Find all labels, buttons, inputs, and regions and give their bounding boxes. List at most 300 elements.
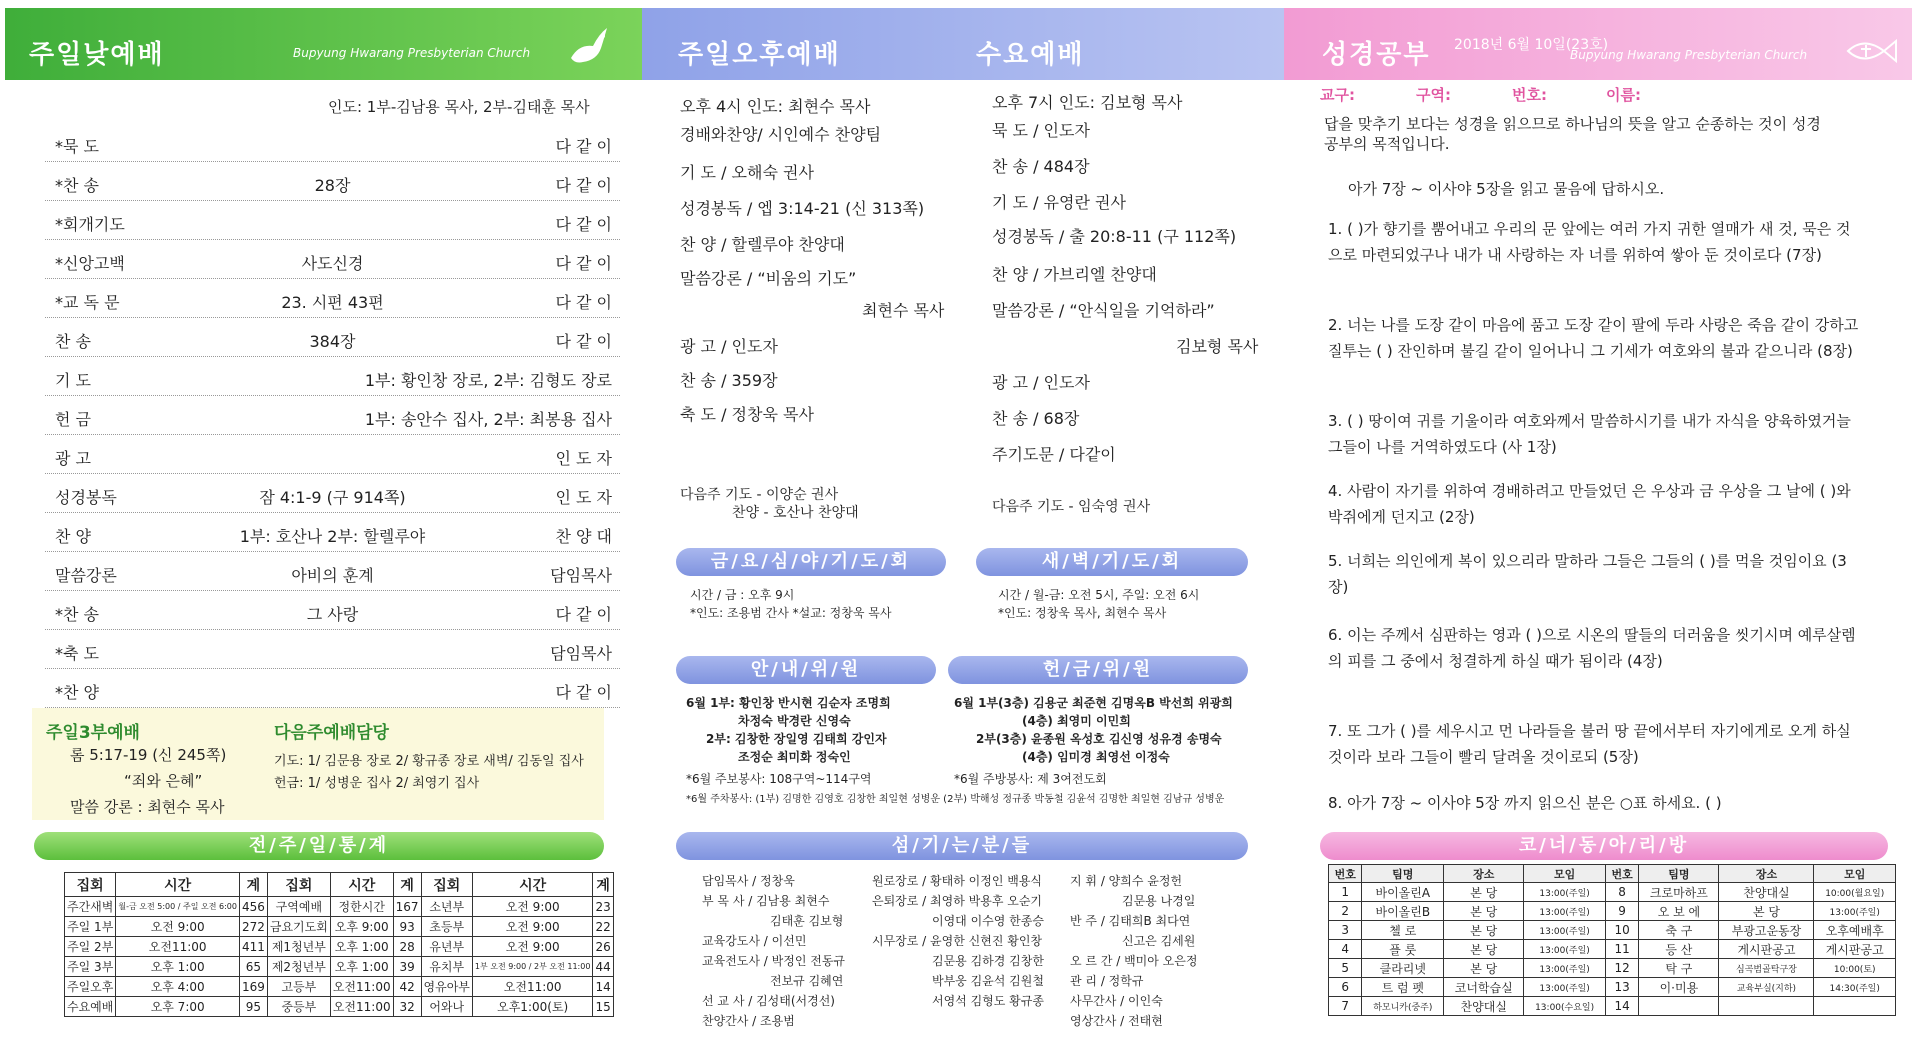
- stats-cell: 456: [239, 897, 267, 917]
- club-cell: 클라리넷: [1362, 959, 1444, 978]
- afternoon-order-line: 최현수 목사: [862, 301, 945, 320]
- club-cell: 3: [1329, 921, 1362, 940]
- club-cell: 13: [1605, 978, 1638, 997]
- stats-cell: 제1청년부: [267, 937, 330, 957]
- kitchen-service: *6월 주방봉사: 제 3여전도회: [954, 772, 1107, 786]
- club-cell: 오후예배후: [1814, 921, 1896, 940]
- study-question: 6. 이는 주께서 심판하는 영과 ( )으로 시온의 딸들의 더러움을 씻기시며 예루살렘의 피를 그 중에서 청결하게 하실 때가 됨이라 (4장): [1328, 626, 1856, 670]
- pm-next-prayer: 다음주 기도 - 이양순 권사: [680, 487, 839, 503]
- stats-cell: 주일 3부: [65, 957, 116, 977]
- stats-cell: 65: [239, 957, 267, 977]
- offering-line: (4층) 임미경 최영선 이정숙: [1022, 750, 1170, 764]
- study-header-band: [1284, 8, 1912, 80]
- worship-order-row: [45, 553, 620, 591]
- order-item-leader: 다 같 이: [555, 215, 612, 234]
- stats-header-cell: 집회: [421, 873, 472, 897]
- club-title: 코/너/동/아/리/방: [1320, 832, 1888, 860]
- club-header-cell: 모임: [1524, 865, 1606, 883]
- stats-cell: 소년부: [421, 897, 472, 917]
- worship-order-row: [45, 241, 620, 279]
- wednesday-order-line: 묵 도 / 인도자: [992, 121, 1090, 140]
- order-item-name: 말씀강론: [55, 566, 117, 585]
- club-cell: 10:00(토): [1814, 959, 1896, 978]
- pastor-line: 담임목사 / 정창욱: [702, 874, 795, 888]
- wednesday-order-line: 김보형 목사: [1176, 337, 1259, 356]
- study-question: 5. 너희는 의인에게 복이 있으리라 말하라 그들은 그들의 ( )를 먹을 것임이요 (3장): [1328, 552, 1847, 596]
- field-parish: 교구:: [1320, 86, 1355, 104]
- staff-line: 영상간사 / 전태현: [1070, 1014, 1163, 1028]
- dawn-time: 시간 / 월-금: 오전 5시, 주일: 오전 6시: [998, 588, 1200, 602]
- order-item-detail: 사도신경: [301, 254, 364, 273]
- stats-header-cell: 계: [239, 873, 267, 897]
- worship-order-row: [45, 202, 620, 240]
- stats-cell: 93: [393, 917, 421, 937]
- stats-header-cell: 계: [593, 873, 613, 897]
- study-date: 2018년 6월 10일(23호): [1454, 37, 1609, 53]
- staff-line: 사무간사 / 이인숙: [1070, 994, 1163, 1008]
- club-cell: 바이올린A: [1362, 883, 1444, 902]
- field-number: 번호:: [1512, 86, 1547, 104]
- afternoon-wednesday-column: [642, 0, 1284, 1061]
- stats-cell: 22: [593, 917, 613, 937]
- stats-cell: 초등부: [421, 917, 472, 937]
- elder-line: 박부웅 김윤석 김원철: [932, 974, 1044, 988]
- stats-cell: 고등부: [267, 977, 330, 997]
- wednesday-order-line: 기 도 / 유영란 권사: [992, 193, 1126, 212]
- club-cell: 본 당: [1444, 959, 1524, 978]
- worship-order-row: [45, 436, 620, 474]
- club-cell: [1814, 997, 1896, 1016]
- club-cell: 게시판공고: [1719, 940, 1814, 959]
- third-service-sermon: “죄와 은혜”: [124, 772, 203, 790]
- stats-cell: 23: [593, 897, 613, 917]
- sunday-worship-column: [0, 0, 642, 1061]
- order-item-leader: 담임목사: [550, 566, 612, 585]
- dawn-prayer-title: 새/벽/기/도/회: [976, 548, 1248, 576]
- club-cell: 본 당: [1444, 921, 1524, 940]
- club-cell: 찬양대실: [1719, 883, 1814, 902]
- club-cell: 탁 구: [1639, 959, 1719, 978]
- order-item-name: *회개기도: [55, 215, 125, 234]
- pastor-line: 전보규 김혜연: [770, 974, 844, 988]
- study-instruction: 아가 7장 ~ 이사야 5장을 읽고 물음에 답하시오.: [1348, 180, 1665, 198]
- club-cell: 12: [1605, 959, 1638, 978]
- stats-cell: 월-금 오전 5:00 / 주일 오전 6:00: [116, 897, 240, 917]
- club-cell: 13:00(수요일): [1524, 997, 1606, 1016]
- wednesday-order-line: 찬 양 / 가브리엘 찬양대: [992, 265, 1157, 284]
- order-item-leader: 다 같 이: [555, 332, 612, 351]
- club-cell: 2: [1329, 902, 1362, 921]
- stats-cell: 중등부: [267, 997, 330, 1017]
- elder-line: 시무장로 / 윤영한 신현진 황인창: [872, 934, 1042, 948]
- club-cell: 본 당: [1719, 902, 1814, 921]
- field-district: 구역:: [1416, 86, 1451, 104]
- stats-cell: 주간새벽: [65, 897, 116, 917]
- attendance-stats-table: [64, 872, 614, 1017]
- club-header-cell: 번호: [1605, 865, 1638, 883]
- wednesday-order-line: 오후 7시 인도: 김보형 목사: [992, 93, 1183, 112]
- study-church-en: Bupyung Hwarang Presbyterian Church: [1570, 48, 1808, 62]
- pastor-line: 김태훈 김보형: [770, 914, 844, 928]
- club-cell: 부광고운동장: [1719, 921, 1814, 940]
- club-cell: 10:00(월요일): [1814, 883, 1896, 902]
- club-cell: 바이올린B: [1362, 902, 1444, 921]
- stats-cell: 오후 1:00: [330, 937, 393, 957]
- order-item-name: *교 독 문: [55, 293, 120, 312]
- stats-cell: 14: [593, 977, 613, 997]
- club-cell: 13:00(주일): [1524, 959, 1606, 978]
- stats-header-cell: 계: [393, 873, 421, 897]
- pastor-line: 선 교 사 / 김성태(서경선): [702, 994, 835, 1008]
- wednesday-order-line: 말씀강론 / “안식일을 기억하라”: [992, 301, 1215, 320]
- stats-cell: 오전11:00: [472, 977, 593, 997]
- sunday-header-band: [5, 8, 642, 80]
- afternoon-order-line: 찬 송 / 359장: [680, 371, 778, 390]
- staff-line: 관 리 / 정학규: [1070, 974, 1144, 988]
- study-question: 1. ( )가 향기를 뿜어내고 우리의 문 앞에는 여러 가지 귀한 열매가 새 것, 묵은 것으로 마련되었구나 내가 내 사랑하는 자 너를 위하여 쌓아 둔 것이로다 (7장): [1328, 220, 1851, 264]
- stats-cell: 42: [393, 977, 421, 997]
- order-item-leader: 다 같 이: [555, 683, 612, 702]
- club-header-cell: 장소: [1719, 865, 1814, 883]
- worship-order-row: [45, 475, 620, 513]
- elder-line: 원로장로 / 황태하 이정인 백용식: [872, 874, 1042, 888]
- wednesday-order-line: 광 고 / 인도자: [992, 373, 1090, 392]
- club-header-cell: 팀명: [1639, 865, 1719, 883]
- usher-line: 6월 1부: 황인창 반시현 김순자 조명희: [686, 696, 891, 710]
- stats-cell: 구역예배: [267, 897, 330, 917]
- order-item-name: *묵 도: [55, 137, 99, 156]
- worship-order-row: [45, 592, 620, 630]
- order-item-name: 기 도: [55, 371, 91, 390]
- wednesday-order-line: 주기도문 / 다같이: [992, 445, 1116, 464]
- third-service-scripture: 롬 5:17-19 (신 245쪽): [70, 746, 227, 764]
- stats-cell: 영유아부: [421, 977, 472, 997]
- wednesday-order-line: 성경봉독 / 출 20:8-11 (구 112쪽): [992, 227, 1237, 246]
- club-cell: 1: [1329, 883, 1362, 902]
- club-cell: 11: [1605, 940, 1638, 959]
- stats-cell: 오후1:00(토): [472, 997, 593, 1017]
- order-item-detail: 384장: [309, 332, 356, 351]
- club-cell: 축 구: [1639, 921, 1719, 940]
- club-cell: 하모니카(중주): [1362, 997, 1444, 1016]
- club-cell: [1639, 997, 1719, 1016]
- afternoon-order-line: 경배와찬양/ 시인예수 찬양팀: [680, 125, 882, 144]
- stats-cell: 유년부: [421, 937, 472, 957]
- stats-cell: 주일 2부: [65, 937, 116, 957]
- order-item-leader: 찬 양 대: [555, 527, 612, 546]
- worship-order-row: [45, 280, 620, 318]
- order-item-leader: 다 같 이: [555, 176, 612, 195]
- afternoon-title: 주일오후예배: [678, 40, 841, 70]
- stats-header-row: [65, 873, 614, 897]
- worship-order-row: [45, 124, 620, 162]
- order-item-detail: 1부: 호산나 2부: 할렐루야: [239, 527, 426, 546]
- order-item-name: *신앙고백: [55, 254, 125, 273]
- elder-line: 은퇴장로 / 최영하 박용후 오순기: [872, 894, 1042, 908]
- study-intro: 답을 맞추기 보다는 성경을 읽으므로 하나님의 뜻을 알고 순종하는 것이 성경공부의 목적입니다.: [1324, 115, 1821, 153]
- stats-header-cell: 시간: [116, 873, 240, 897]
- stats-header-cell: 집회: [65, 873, 116, 897]
- club-header-cell: 번호: [1329, 865, 1362, 883]
- afternoon-order-line: 기 도 / 오해숙 권사: [680, 163, 814, 182]
- stats-cell: 오전 9:00: [472, 937, 593, 957]
- club-row: [1329, 921, 1896, 940]
- club-cell: 오 보 에: [1639, 902, 1719, 921]
- club-cell: 13:00(주일): [1814, 902, 1896, 921]
- order-item-leader: 1부: 황인창 장로, 2부: 김형도 장로: [364, 371, 612, 390]
- order-item-name: *축 도: [55, 644, 99, 663]
- stats-cell: 정한시간: [330, 897, 393, 917]
- order-item-name: 광 고: [55, 449, 91, 468]
- club-cell: 8: [1605, 883, 1638, 902]
- usher-line: 차정숙 박경란 신영숙: [738, 714, 851, 728]
- staff-line: 지 휘 / 양희수 윤정헌: [1070, 874, 1183, 888]
- stats-cell: 오후 1:00: [330, 957, 393, 977]
- offering-line: 6월 1부(3층) 김용군 최준현 김명옥B 박선희 위광희: [954, 696, 1233, 710]
- bible-study-column: [1284, 0, 1920, 1061]
- order-item-detail: 23. 시편 43편: [281, 293, 384, 312]
- club-cell: 13:00(주일): [1524, 940, 1606, 959]
- stats-cell: 411: [239, 937, 267, 957]
- order-item-leader: 다 같 이: [555, 254, 612, 273]
- stats-row: [65, 917, 614, 937]
- stats-cell: 26: [593, 937, 613, 957]
- usher-line: 2부: 김창한 장일영 김태희 강인자: [706, 732, 887, 746]
- stats-cell: 제2청년부: [267, 957, 330, 977]
- friday-time: 시간 / 금 : 오후 9시: [690, 588, 795, 602]
- club-cell: 13:00(주일): [1524, 921, 1606, 940]
- bulletin-service: *6월 주보봉사: 108구역~114구역: [686, 772, 872, 786]
- stats-cell: 28: [393, 937, 421, 957]
- club-cell: 본 당: [1444, 940, 1524, 959]
- afternoon-order-line: 말씀강론 / “비움의 기도”: [680, 269, 857, 288]
- club-cell: 14: [1605, 997, 1638, 1016]
- order-item-leader: 인 도 자: [555, 488, 612, 507]
- third-service-preacher: 말씀 강론 : 최현수 목사: [70, 798, 225, 816]
- stats-header-cell: 시간: [472, 873, 593, 897]
- usher-line: 조정순 최미화 정숙인: [738, 750, 851, 764]
- worship-order-row: [45, 397, 620, 435]
- staff-line: 오 르 간 / 백미아 오은정: [1070, 954, 1198, 968]
- stats-cell: 주일오후: [65, 977, 116, 997]
- club-header-cell: 장소: [1444, 865, 1524, 883]
- dawn-leader: *인도: 정창욱 목사, 최현수 목사: [998, 606, 1167, 620]
- club-cell: 본 당: [1444, 902, 1524, 921]
- stats-cell: 오후 7:00: [116, 997, 240, 1017]
- order-item-name: 헌 금: [55, 410, 91, 429]
- elder-line: 서영석 김형도 황규종: [932, 994, 1044, 1008]
- order-item-leader: 담임목사: [550, 644, 612, 663]
- order-item-name: 성경봉독: [55, 488, 117, 507]
- study-question: 7. 또 그가 ( )를 세우시고 먼 나라들을 불러 땅 끝에서부터 자기에게로 오게 하실 것이라 보라 그들이 빨리 달려올 것이로되 (5장): [1328, 722, 1851, 766]
- pm-next-choir: 찬양 - 호산나 찬양대: [732, 505, 859, 521]
- club-row: [1329, 883, 1896, 902]
- stats-cell: 15: [593, 997, 613, 1017]
- club-header-cell: 모임: [1814, 865, 1896, 883]
- stats-cell: 167: [393, 897, 421, 917]
- stats-cell: 95: [239, 997, 267, 1017]
- stats-cell: 44: [593, 957, 613, 977]
- stats-cell: 32: [393, 997, 421, 1017]
- stats-cell: 272: [239, 917, 267, 937]
- study-question: 2. 너는 나를 도장 같이 마음에 품고 도장 같이 팔에 두라 사랑은 죽음 같이 강하고 질투는 ( ) 잔인하며 불길 같이 일어나니 그 기세가 여호와의 불과 같으니라 (8장): [1328, 316, 1859, 360]
- friday-prayer-title: 금/요/심/야/기/도/회: [676, 548, 946, 576]
- friday-leader: *인도: 조용범 간사 *설교: 정창욱 목사: [690, 606, 892, 620]
- stats-row: [65, 957, 614, 977]
- wed-next-prayer: 다음주 기도 - 임숙영 권사: [992, 499, 1151, 515]
- stats-cell: 39: [393, 957, 421, 977]
- offering-line: 2부(3층) 윤종원 옥성호 김신영 성유경 송명숙: [976, 732, 1222, 746]
- order-item-leader: 1부: 송안수 집사, 2부: 최봉용 집사: [364, 410, 612, 429]
- stats-cell: 1부 오전 9:00 / 2부 오전 11:00: [472, 957, 593, 977]
- stats-cell: 오전 9:00: [116, 917, 240, 937]
- offering-committee-title: 헌/금/위/원: [948, 656, 1248, 684]
- stats-row: [65, 997, 614, 1017]
- stats-cell: 오전 9:00: [472, 917, 593, 937]
- fish-logo-icon: [1844, 36, 1898, 66]
- pastor-line: 찬양간사 / 조용범: [702, 1014, 795, 1028]
- stats-row: [65, 897, 614, 917]
- afternoon-order-line: 성경봉독 / 엡 3:14-21 (신 313쪽): [680, 199, 925, 218]
- club-header-cell: 팀명: [1362, 865, 1444, 883]
- afternoon-order-line: 찬 양 / 할렐루야 찬양대: [680, 235, 845, 254]
- wednesday-order-line: 찬 송 / 484장: [992, 157, 1090, 176]
- worship-order-row: [45, 514, 620, 552]
- afternoon-order-line: 축 도 / 정창욱 목사: [680, 405, 814, 424]
- club-cell: 플 룻: [1362, 940, 1444, 959]
- order-item-detail: 잠 4:1-9 (구 914쪽): [259, 488, 406, 507]
- club-header-row: [1329, 865, 1896, 883]
- club-row: [1329, 902, 1896, 921]
- order-item-name: *찬 송: [55, 605, 99, 624]
- afternoon-order-line: 오후 4시 인도: 최현수 목사: [680, 97, 871, 116]
- worship-order-row: [45, 670, 620, 708]
- club-row: [1329, 940, 1896, 959]
- stats-row: [65, 937, 614, 957]
- staff-line: 김문용 나경일: [1122, 894, 1196, 908]
- club-cell: 13:00(주일): [1524, 883, 1606, 902]
- worship-order-row: [45, 358, 620, 396]
- afternoon-header-band: [642, 8, 1284, 80]
- field-name: 이름:: [1606, 86, 1641, 104]
- study-question: 3. ( ) 땅이여 귀를 기울이라 여호와께서 말씀하시기를 내가 자식을 양육하였거늘 그들이 나를 거역하였도다 (사 1장): [1328, 412, 1851, 456]
- club-cell: 9: [1605, 902, 1638, 921]
- parking-service: *6월 주차봉사: (1부) 김명한 김영호 김창한 최일현 성병운 (2부) 박해성 정규종 박동철 김윤석 김명한 최일현 김남규 성병운: [686, 794, 1225, 805]
- study-title: 성경공부: [1322, 40, 1431, 70]
- next-week-offering: 헌금: 1/ 성병운 집사 2/ 최영기 집사: [274, 776, 480, 791]
- club-cell: 6: [1329, 978, 1362, 997]
- sunday-title: 주일낮예배: [29, 40, 165, 70]
- order-item-leader: 인 도 자: [555, 449, 612, 468]
- stats-cell: 오후 9:00: [330, 917, 393, 937]
- stats-cell: 오후 1:00: [116, 957, 240, 977]
- club-table: [1328, 864, 1896, 1016]
- stats-cell: 오후 4:00: [116, 977, 240, 997]
- staff-title: 섬/기/는/분/들: [676, 832, 1248, 860]
- club-cell: 5: [1329, 959, 1362, 978]
- pastor-line: 교육전도사 / 박정인 전동규: [702, 954, 845, 968]
- club-cell: 10: [1605, 921, 1638, 940]
- elder-line: 이영대 이수영 한종승: [932, 914, 1044, 928]
- staff-line: 신고은 김세원: [1122, 934, 1196, 948]
- club-cell: 첼 로: [1362, 921, 1444, 940]
- order-item-leader: 다 같 이: [555, 605, 612, 624]
- dove-logo-icon: [565, 24, 611, 70]
- study-question: 8. 아가 7장 ~ 이사야 5장 까지 읽으신 분은 ○표 하세요. ( ): [1328, 794, 1722, 812]
- club-row: [1329, 997, 1896, 1016]
- club-cell: [1719, 997, 1814, 1016]
- afternoon-order-line: 광 고 / 인도자: [680, 337, 778, 356]
- club-cell: 심곡범골탁구장: [1719, 959, 1814, 978]
- club-cell: 7: [1329, 997, 1362, 1016]
- club-cell: 13:00(주일): [1524, 978, 1606, 997]
- order-item-leader: 다 같 이: [555, 293, 612, 312]
- worship-order-row: [45, 631, 620, 669]
- order-item-detail: 아비의 훈계: [291, 566, 374, 585]
- order-item-name: *찬 송: [55, 176, 99, 195]
- order-item-name: 찬 송: [55, 332, 91, 351]
- stats-cell: 169: [239, 977, 267, 997]
- worship-order-row: [45, 163, 620, 201]
- study-question: 4. 사람이 자기를 위하여 경배하려고 만들었던 은 우상과 금 우상을 그 날에 ( )와 박쥐에게 던지고 (2장): [1328, 482, 1851, 526]
- stats-row: [65, 977, 614, 997]
- elder-line: 김문용 김하경 김창한: [932, 954, 1044, 968]
- stats-cell: 오전11:00: [330, 977, 393, 997]
- club-cell: 찬양대실: [1444, 997, 1524, 1016]
- club-cell: 4: [1329, 940, 1362, 959]
- club-cell: 이·미용: [1639, 978, 1719, 997]
- next-week-prayer: 기도: 1/ 김문용 장로 2/ 황규종 장로 새벽/ 김동일 집사: [274, 754, 584, 769]
- offering-line: (4층) 최영미 이민희: [1022, 714, 1131, 728]
- stats-cell: 주일 1부: [65, 917, 116, 937]
- stats-cell: 금요기도회: [267, 917, 330, 937]
- club-cell: 트 럼 펫: [1362, 978, 1444, 997]
- order-item-detail: 28장: [314, 176, 351, 195]
- club-cell: 등 산: [1639, 940, 1719, 959]
- club-cell: 코너학습실: [1444, 978, 1524, 997]
- order-item-leader: 다 같 이: [555, 137, 612, 156]
- club-row: [1329, 978, 1896, 997]
- wednesday-title: 수요예배: [976, 40, 1085, 70]
- worship-order-row: [45, 319, 620, 357]
- order-item-name: 찬 양: [55, 527, 91, 546]
- stats-cell: 오전11:00: [116, 937, 240, 957]
- wednesday-order-line: 찬 송 / 68장: [992, 409, 1080, 428]
- stats-cell: 수요예배: [65, 997, 116, 1017]
- club-cell: 크로마하프: [1639, 883, 1719, 902]
- order-item-detail: 그 사랑: [306, 605, 359, 624]
- stats-cell: 오전11:00: [330, 997, 393, 1017]
- third-service-title: 주일3부예배: [46, 723, 140, 743]
- club-cell: 13:00(주일): [1524, 902, 1606, 921]
- club-row: [1329, 959, 1896, 978]
- usher-title: 안/내/위/원: [676, 656, 936, 684]
- stats-cell: 어와나: [421, 997, 472, 1017]
- club-cell: 본 당: [1444, 883, 1524, 902]
- club-cell: 교육부실(지하): [1719, 978, 1814, 997]
- stats-cell: 유치부: [421, 957, 472, 977]
- next-week-title: 다음주예배담당: [274, 723, 389, 743]
- sunday-leader: 인도: 1부-김남용 목사, 2부-김태훈 목사: [328, 98, 590, 116]
- church-name-en: Bupyung Hwarang Presbyterian Church: [293, 46, 531, 60]
- stats-cell: 오전 9:00: [472, 897, 593, 917]
- stats-title: 전/주/일/통/계: [34, 832, 604, 860]
- stats-header-cell: 시간: [330, 873, 393, 897]
- staff-line: 반 주 / 김태희B 최다연: [1070, 914, 1191, 928]
- club-cell: 14:30(주일): [1814, 978, 1896, 997]
- pastor-line: 부 목 사 / 김남용 최현수: [702, 894, 830, 908]
- stats-header-cell: 집회: [267, 873, 330, 897]
